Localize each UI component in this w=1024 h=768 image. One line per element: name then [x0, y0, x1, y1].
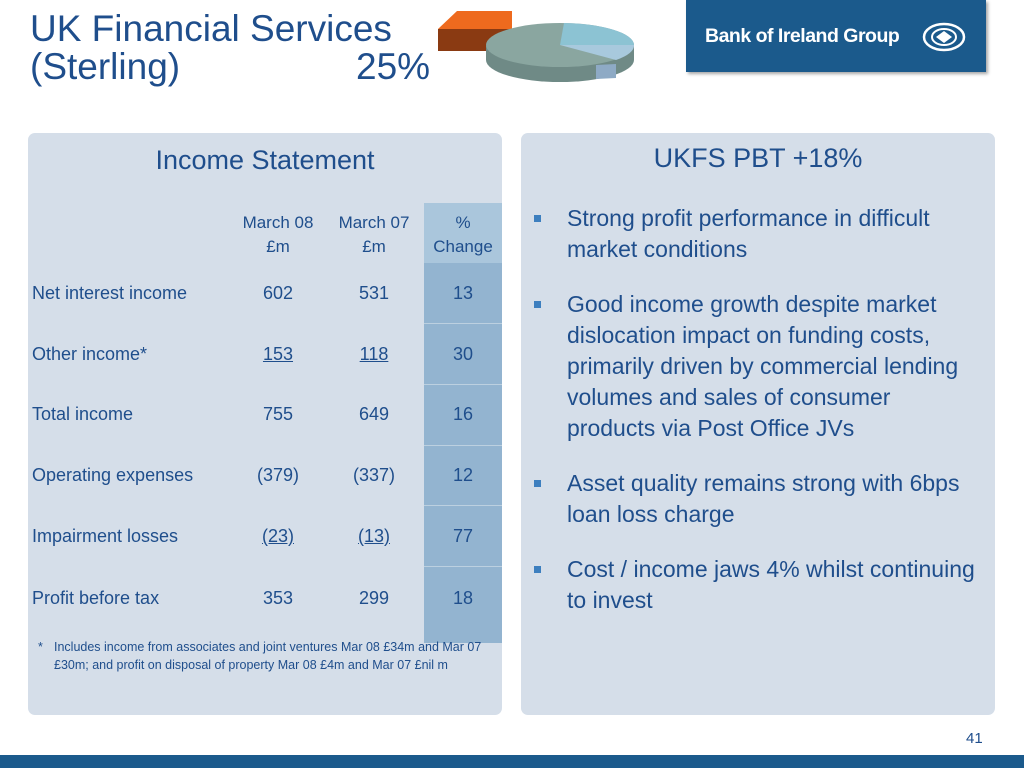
bullet-text: Good income growth despite market dislocation impact on funding costs, primarily driven by commercial lending volumes and sales of consumer products via Post Office JVs — [567, 291, 959, 441]
row-divider — [424, 384, 502, 385]
column-header-march08 — [233, 211, 323, 259]
slide-title-line2: (Sterling) — [30, 46, 181, 87]
list-item — [521, 554, 995, 616]
column-header-unit: £m — [266, 237, 290, 256]
bullet-text: Asset quality remains strong with 6bps loan loss charge — [567, 470, 960, 527]
value-change: 77 — [452, 526, 474, 546]
value-march07: (13) — [357, 526, 390, 546]
list-item — [521, 203, 995, 265]
value-march07: 299 — [358, 588, 390, 608]
list-item — [521, 289, 995, 444]
row-label: Operating expenses — [32, 465, 194, 485]
row-divider — [424, 505, 502, 506]
value-change: 16 — [452, 404, 474, 424]
table-row — [28, 283, 502, 313]
bullet-square-icon — [534, 480, 541, 487]
pie-slice-small-side — [596, 64, 616, 79]
slide-title — [30, 8, 431, 87]
value-march07: 531 — [358, 283, 390, 303]
bank-of-ireland-emblem-icon — [922, 22, 966, 52]
column-header-change — [418, 211, 508, 259]
row-label: Other income* — [32, 344, 148, 364]
bullet-text: Strong profit performance in difficult market conditions — [567, 205, 930, 262]
pie-slice-highlighted-top — [438, 11, 512, 29]
value-march08: (379) — [256, 465, 300, 485]
table-row — [28, 465, 502, 495]
row-divider — [424, 566, 502, 567]
value-march08: (23) — [261, 526, 294, 546]
column-header-line: % — [455, 213, 471, 232]
row-divider — [424, 323, 502, 324]
bullet-square-icon — [534, 215, 541, 222]
table-row — [28, 344, 502, 374]
pbt-summary-panel — [521, 133, 995, 715]
value-march08: 353 — [262, 588, 294, 608]
income-statement-panel — [28, 133, 502, 715]
bullet-list — [521, 203, 995, 640]
table-row — [28, 588, 502, 618]
value-march08: 755 — [262, 404, 294, 424]
income-footnote — [38, 638, 493, 674]
row-divider — [424, 445, 502, 446]
footer-bar — [0, 755, 1024, 768]
logo-text: Bank of Ireland Group — [705, 24, 900, 47]
value-march08: 153 — [262, 344, 294, 364]
page-number: 41 — [966, 730, 983, 747]
column-header-unit: Change — [433, 237, 493, 256]
share-pie-chart — [432, 8, 640, 86]
list-item — [521, 468, 995, 530]
value-change: 13 — [452, 283, 474, 303]
column-header-line: March 07 — [338, 213, 410, 232]
value-march07: (337) — [352, 465, 396, 485]
slide-title-line1: UK Financial Services — [30, 8, 392, 49]
row-label: Impairment losses — [32, 526, 179, 546]
company-logo — [686, 0, 986, 72]
footnote-text: Includes income from associates and joint ventures Mar 08 £34m and Mar 07 £30m; and profit on disposal of property Mar 08 £4m and Mar 07 £nil m — [54, 640, 482, 672]
share-percentage: 25% — [356, 46, 431, 87]
value-march07: 649 — [358, 404, 390, 424]
bullet-text: Cost / income jaws 4% whilst continuing to invest — [567, 556, 975, 613]
value-change: 30 — [452, 344, 474, 364]
bullet-square-icon — [534, 566, 541, 573]
bullet-square-icon — [534, 301, 541, 308]
footnote-marker: * — [38, 640, 43, 654]
value-change: 12 — [452, 465, 474, 485]
pbt-panel-title: UKFS PBT +18% — [653, 143, 863, 173]
row-label: Total income — [32, 404, 134, 424]
column-header-line: March 08 — [242, 213, 314, 232]
table-row — [28, 404, 502, 434]
column-header-unit: £m — [362, 237, 386, 256]
value-change: 18 — [452, 588, 474, 608]
row-label: Profit before tax — [32, 588, 160, 608]
pie-slice-blue-top — [560, 23, 634, 45]
value-march08: 602 — [262, 283, 294, 303]
income-statement-title: Income Statement — [155, 145, 375, 175]
column-header-march07 — [329, 211, 419, 259]
table-row — [28, 526, 502, 556]
row-label: Net interest income — [32, 283, 188, 303]
value-march07: 118 — [359, 344, 389, 364]
